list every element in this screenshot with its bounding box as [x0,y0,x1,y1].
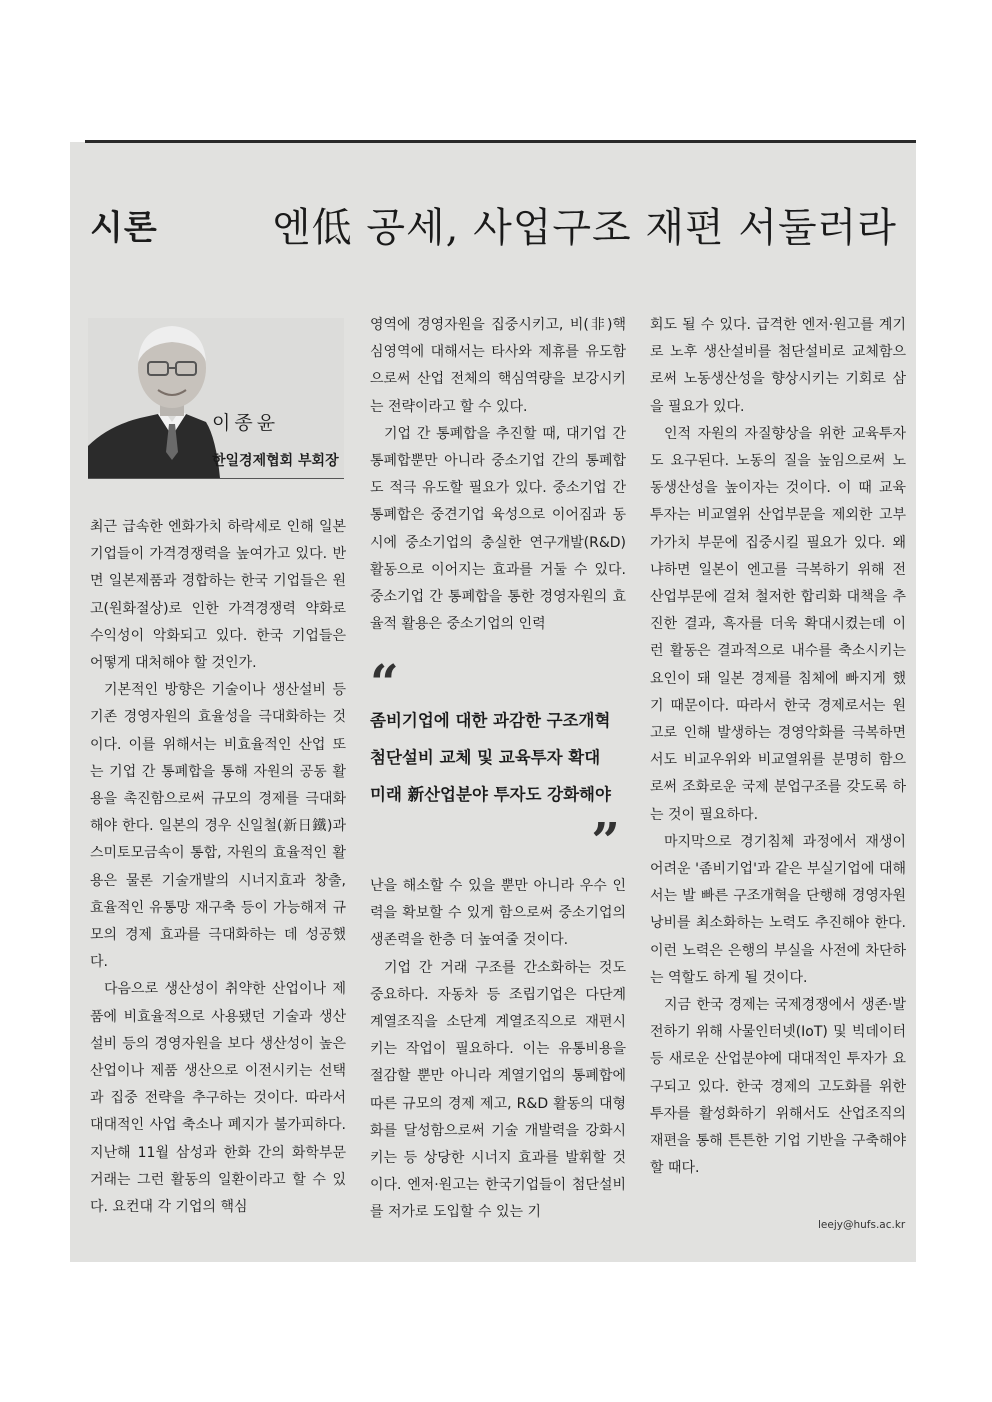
paragraph: 기본적인 방향은 기술이나 생산설비 등 기존 경영자원의 효율성을 극대화하는 것이다. 이를 위해서는 비효율적인 산업 또는 기업 간 통폐합을 통해 자원의 공동 활용을 촉진함으로써 규모의 경제를 극대화해야 한다. 일본의 경우 신일철(新日鐵)과 스미토모금속이 통합, 자원의 효율적인 활용은 물론 기술개발의 시너지효과 창출, 효율적인 유통망 재구축 등이 가능해져 규모의 경제 효과를 극대화하는 데 성공했다. [90,682,346,971]
top-rule [85,140,916,143]
pull-quote [370,653,626,870]
open-quote-icon: “ [370,653,399,712]
article-column-3 [650,312,906,1183]
pull-quote-line: 좀비기업에 대한 과감한 구조개혁 [370,711,611,730]
paragraph: 마지막으로 경기침체 과정에서 재생이 어려운 '좀비기업'과 같은 부실기업에 대해서는 발 빠른 구조개혁을 단행해 경영자원 낭비를 최소화하는 노력도 추진해야 한다. 이런 노력은 은행의 부실을 사전에 차단하는 역할도 하게 될 것이다. [650,833,906,986]
paragraph: 영역에 경영자원을 집중시키고, 비(非)핵심영역에 대해서는 타사와 제휴를 유도함으로써 산업 전체의 핵심역량을 보강시키는 전략이라고 할 수 있다. [370,317,626,415]
pull-quote-text [370,702,626,813]
article-column-2-top [370,312,626,638]
headline: 엔低 공세, 사업구조 재편 서둘러라 [272,205,897,251]
article-column-1 [90,514,346,1221]
paragraph: 기업 간 통폐합을 추진할 때, 대기업 간 통폐합뿐만 아니라 중소기업 간의 통폐합도 적극 유도할 필요가 있다. 중소기업 간 통폐합은 중견기업 육성으로 이어짐과 동시에 중소기업의 충실한 연구개발(R&D) 활동으로 이어지는 효과를 거둘 수 있다. 중소기업 간 통폐합을 통한 경영자원의 효율적 활용은 중소기업의 인력 [370,425,626,633]
pull-quote-line: 첨단설비 교체 및 교육투자 확대 [370,748,601,767]
paragraph: 회도 될 수 있다. 급격한 엔저·원고를 계기로 노후 생산설비를 첨단설비로 교체함으로써 노동생산성을 향상시키는 기회로 삼을 필요가 있다. [650,317,906,415]
paragraph: 지금 한국 경제는 국제경쟁에서 생존·발전하기 위해 사물인터넷(IoT) 및 빅데이터 등 새로운 산업분야에 대대적인 투자가 요구되고 있다. 한국 경제의 고도화를 위한 투자를 활성화하기 위해서도 산업조직의 재편을 통해 튼튼한 기업 기반을 구축해야 할 때다. [650,997,906,1177]
paragraph: 다음으로 생산성이 취약한 산업이나 제품에 비효율적으로 사용됐던 기술과 생산설비 등의 경영자원을 보다 생산성이 높은 산업이나 제품 생산으로 이전시키는 선택과 집중 전략을 추구하는 것이다. 따라서 대대적인 사업 축소나 폐지가 불가피하다. 지난해 11월 삼성과 한화 간의 화학부문 거래는 그런 활동의 일환이라고 할 수 있다. 요컨대 각 기업의 핵심 [90,981,346,1216]
pull-quote-line: 미래 新산업분야 투자도 강화해야 [370,785,611,804]
paragraph: 난을 해소할 수 있을 뿐만 아니라 우수 인력을 확보할 수 있게 함으로써 중소기업의 생존력을 한층 더 높여줄 것이다. [370,878,626,949]
author-name: 이종윤 [212,412,280,434]
paragraph: 인적 자원의 자질향상을 위한 교육투자도 요구된다. 노동의 질을 높임으로써 노동생산성을 높이자는 것이다. 이 때 교육투자는 비교열위 산업부문을 제외한 고부가가치 부문에 집중시킬 필요가 있다. 왜냐하면 일본이 엔고를 극복하기 위해 전 산업부문에 걸쳐 철저한 합리화 대책을 추진한 결과, 흑자를 더욱 확대시켰는데 이런 활동은 결과적으로 내수를 축소시키는 요인이 돼 일본 경제를 침체에 빠지게 했기 때문이다. 따라서 한국 경제로서는 원고로 인해 발생하는 경영악화를 극복하면서도 비교우위와 비교열위를 분명히 함으로써 조화로운 국제 분업구조를 갖도록 하는 것이 필요하다. [650,425,906,823]
author-title: 한일경제협회 부회장 [212,453,339,469]
paragraph: 기업 간 거래 구조를 간소화하는 것도 중요하다. 자동차 등 조립기업은 다단계 계열조직을 소단계 계열조직으로 재편시키는 작업이 필요하다. 이는 유통비용을 절감할 뿐만 아니라 계열기업의 통폐합에 따른 규모의 경제 제고, R&D 활동의 대형화를 달성함으로써 기술 개발력을 강화시키는 등 상당한 시너지 효과를 발휘할 것이다. 엔저·원고는 한국기업들이 첨단설비를 저가로 도입할 수 있는 기 [370,959,626,1221]
author-email: leejy@hufs.ac.kr [818,1219,906,1231]
paragraph: 최근 급속한 엔화가치 하락세로 인해 일본 기업들이 가격경쟁력을 높여가고 있다. 반면 일본제품과 경합하는 한국 기업들은 원고(원화절상)로 인한 가격경쟁력 약화로 수익성이 악화되고 있다. 한국 기업들은 어떻게 대처해야 할 것인가. [90,519,346,672]
article-column-2-bottom [370,873,626,1227]
section-label: 시론 [90,208,158,248]
close-quote-icon: ” [591,811,620,870]
